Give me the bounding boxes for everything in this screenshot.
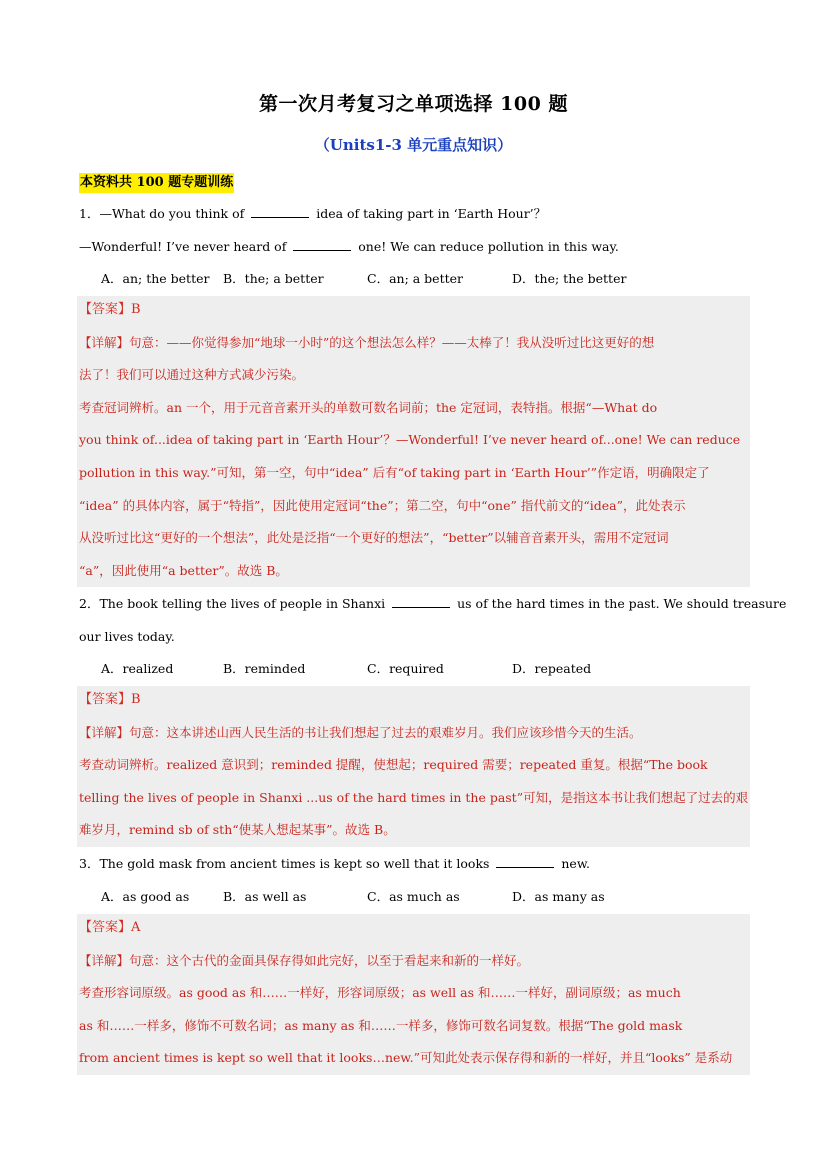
fill-blank [496, 866, 554, 868]
option-a: A．an; the better [101, 271, 210, 286]
question-stem-line: 3．The gold mask from ancient times is kept so well that it looks new. [79, 856, 591, 871]
option-a: A．as good as [101, 889, 190, 904]
explanation-line: 难岁月，remind sb of sth“使某人想起某事”。故选 B。 [79, 822, 396, 838]
option-b: B．as well as [223, 889, 307, 904]
option-d: D．the; the better [512, 271, 627, 286]
option-d: D．repeated [512, 661, 592, 676]
explanation-line: 从没听过比这“更好的一个想法”，此处是泛指“一个更好的想法”，“better”以辅音音素开头，需用不定冠词 [79, 530, 669, 546]
explanation-line: “a”，因此使用“a better”。故选 B。 [79, 562, 288, 578]
explanation-line: 【详解】句意：这本讲述山西人民生活的书让我们想起了过去的艰难岁月。我们应该珍惜今天的生活。 [79, 724, 642, 740]
option-d: D．as many as [512, 889, 605, 904]
question-stem-line: 2．The book telling the lives of people in Shanxi us of the hard times in the past. We should treasure [79, 596, 787, 611]
fill-blank [392, 606, 450, 608]
explanation-line: 法了！我们可以通过这种方式减少污染。 [79, 367, 305, 383]
answer-label: 【答案】B [79, 692, 141, 707]
option-c: C．an; a better [367, 271, 463, 286]
question-stem-line: our lives today. [79, 629, 175, 644]
explanation-line: 【详解】句意：——你觉得参加“地球一小时”的这个想法怎么样？——太棒了！我从没听过比这更好的想 [79, 334, 655, 350]
option-c: C．required [367, 661, 444, 676]
explanation-line: telling the lives of people in Shanxi ...us of the hard times in the past”可知，是指这本书让我们想起了过去的艰 [79, 789, 749, 805]
explanation-line: 考查冠词辨析。an 一个，用于元音音素开头的单数可数名词前；the 定冠词，表特指。根据“—What do [79, 399, 658, 415]
intro-highlight: 本资料共 100 题专题训练 [79, 173, 234, 193]
option-a: A．realized [101, 661, 174, 676]
option-c: C．as much as [367, 889, 460, 904]
explanation-line: 【详解】句意：这个古代的金面具保存得如此完好，以至于看起来和新的一样好。 [79, 952, 530, 968]
explanation-line: 考查形容词原级。as good as 和……一样好，形容词原级；as well as 和……一样好，副词原级；as much [79, 985, 681, 1001]
answer-label: 【答案】B [79, 302, 141, 317]
explanation-line: “idea” 的具体内容，属于“特指”，因此使用定冠词“the”；第二空，句中“one” 指代前文的“idea”，此处表示 [79, 497, 686, 513]
fill-blank [251, 216, 309, 218]
explanation-line: you think of...idea of taking part in ‘Earth Hour’？—Wonderful! I’ve never heard of...one! We can reduce [79, 432, 741, 448]
question-stem-line: —Wonderful! I’ve never heard of one! We can reduce pollution in this way. [79, 239, 619, 254]
page-title: 第一次月考复习之单项选择 100 题 [259, 93, 568, 115]
option-b: B．reminded [223, 661, 306, 676]
explanation-line: pollution in this way.”可知，第一空，句中“idea” 后有“of taking part in ‘Earth Hour’”作定语，明确限定了 [79, 465, 710, 480]
question-stem-line: 1．—What do you think of idea of taking part in ‘Earth Hour’？ [79, 206, 547, 221]
explanation-line: 考查动词辨析。realized 意识到；reminded 提醒，使想起；required 需要；repeated 重复。根据“The book [79, 757, 708, 773]
page-subtitle: （Units1-3 单元重点知识） [314, 136, 513, 154]
explanation-line: as 和……一样多，修饰不可数名词；as many as 和……一样多，修饰可数名词复数。根据“The gold mask [79, 1017, 683, 1033]
option-b: B．the; a better [223, 271, 324, 286]
answer-label: 【答案】A [79, 920, 141, 935]
explanation-line: from ancient times is kept so well that it looks…new.”可知此处表示保存得和新的一样好，并且“looks” 是系动 [79, 1050, 733, 1066]
fill-blank [293, 249, 351, 251]
